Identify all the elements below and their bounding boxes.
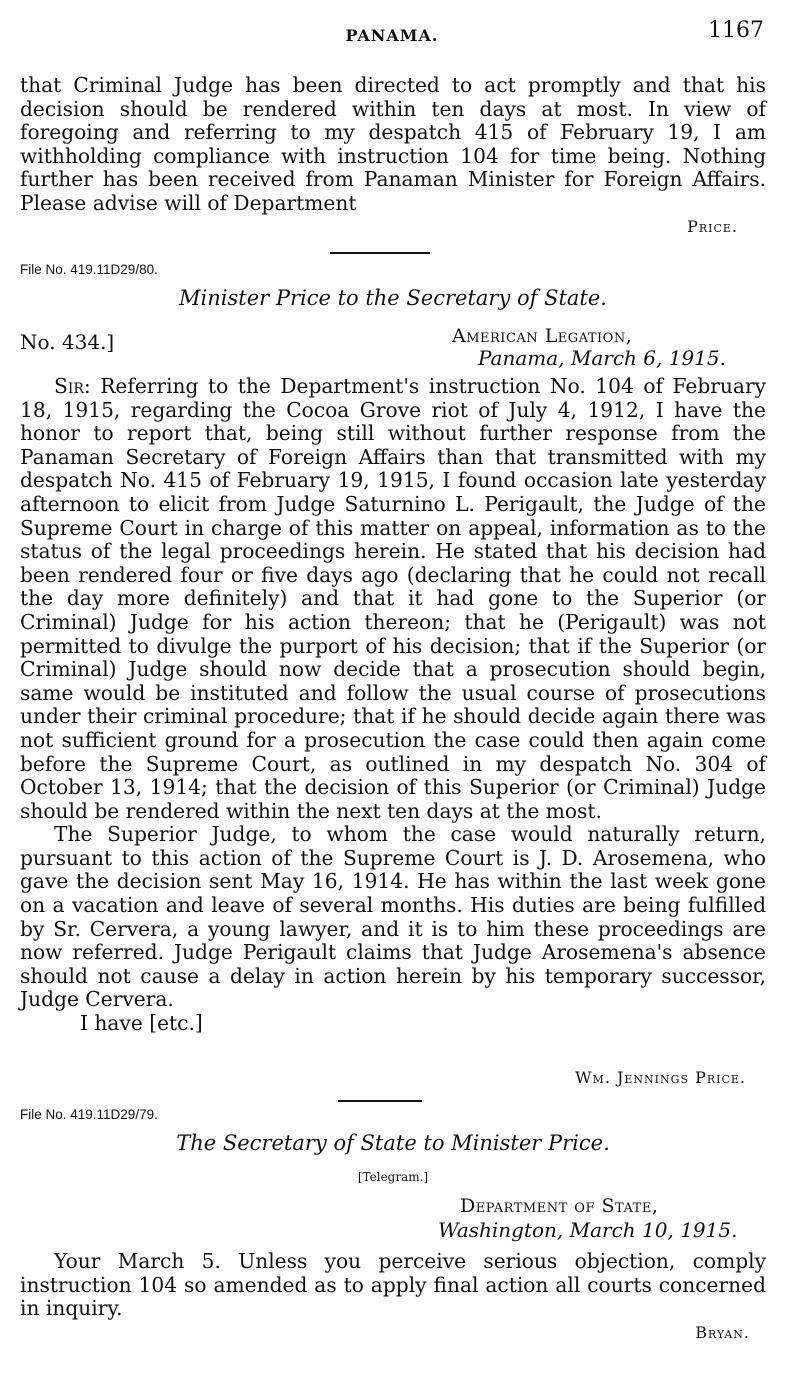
page-header bbox=[20, 18, 764, 48]
telegram-body bbox=[20, 1250, 766, 1321]
price-signature: Price. bbox=[687, 217, 738, 236]
continued-paragraph: that Criminal Judge has been directed to act promptly and that his decision should be rendered within ten days at most. In view of foregoing and referring to my despatch 415 of February 19, I am withholding compliance with instruction 104 for time being. Nothing further has been received from Panaman Minister for Foreign Affairs. Please advise will of Department bbox=[20, 73, 766, 215]
file-number-80: File No. 419.11D29/80. bbox=[20, 262, 158, 277]
page-number: 1167 bbox=[708, 18, 764, 43]
telegram-paragraph: Your March 5. Unless you perceive serious objection, comply instruction 104 so amended as to apply final action all courts concerned in inquiry. bbox=[20, 1249, 766, 1321]
continued-telegram-text bbox=[20, 74, 766, 216]
despatch-body bbox=[20, 375, 766, 1036]
closing-line: I have [etc.] bbox=[80, 1011, 203, 1036]
wm-jennings-price-signature: Wm. Jennings Price. bbox=[575, 1068, 746, 1087]
department-place-date: Washington, March 10, 1915. bbox=[438, 1218, 738, 1242]
department-heading: Department of State, bbox=[460, 1195, 659, 1217]
document-title-secretary: The Secretary of State to Minister Price. bbox=[176, 1131, 610, 1155]
despatch-paragraph-1: Sir: Referring to the Department's instruction No. 104 of February 18, 1915, regarding the Cocoa Grove riot of July 4, 1912, I have the honor to report that, being still without further response from the Panaman Secretary of Foreign Affairs than that transmitted with my despatch No. 415 of February 19, 1915, I found occasion late yesterday afternoon to elicit from Judge Saturnino L. Perigault, the Judge of the Supreme Court in charge of this matter on appeal, information as to the status of the legal proceedings herein. He stated that his decision had been rendered four or five days ago (declaring that he could not recall the day more definitely) and that it had gone to the Superior (or Criminal) Judge for his action thereon; that he (Perigault) was not permitted to divulge the purport of his decision; that if the Superior (or Criminal) Judge should now decide that a prosecution should begin, same would be instituted and follow the usual course of prosecutions under their criminal procedure; that if he should decide again there was not sufficient ground for a prosecution the case could then again come before the Supreme Court, as outlined in my despatch No. 304 of October 13, 1914; that the decision of this Superior (or Criminal) Judge should be rendered within the next ten days at the most. bbox=[20, 374, 766, 823]
telegram-tag: [Telegram.] bbox=[357, 1170, 429, 1184]
bryan-signature: Bryan. bbox=[695, 1323, 750, 1342]
section-divider-2 bbox=[338, 1100, 422, 1102]
document-title-price: Minister Price to the Secretary of State. bbox=[179, 286, 607, 310]
file-number-79: File No. 419.11D29/79. bbox=[20, 1107, 158, 1122]
running-head: PANAMA. bbox=[345, 26, 439, 45]
legation-heading: American Legation, bbox=[452, 325, 633, 347]
despatch-paragraph-2: The Superior Judge, to whom the case would naturally return, pursuant to this action of the Supreme Court is J. D. Arosemena, who gave the decision sent May 16, 1914. He has within the last week gone on a vacation and leave of several months. His duties are being fulfilled by Sr. Cervera, a young lawyer, and it is to him these proceedings are now referred. Judge Perigault claims that Judge Arosemena's absence should not cause a delay in action herein by his temporary successor, Judge Cervera. bbox=[20, 822, 766, 1012]
salutation: Sir: bbox=[54, 374, 91, 398]
section-divider bbox=[330, 252, 430, 254]
despatch-number: No. 434.] bbox=[20, 330, 115, 354]
legation-place-date: Panama, March 6, 1915. bbox=[478, 346, 726, 370]
